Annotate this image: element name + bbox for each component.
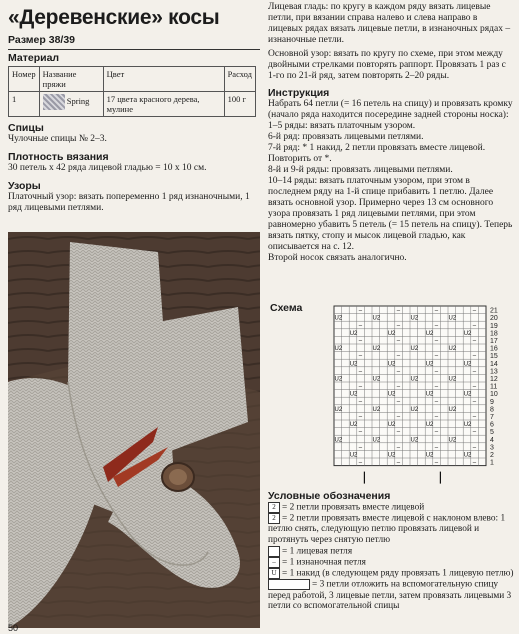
chart-cell-purl: – — [396, 353, 401, 360]
chart-cell-mark: U2 — [334, 376, 343, 383]
chart-cell-mark: U2 — [372, 315, 381, 322]
chart-cell-purl: – — [434, 460, 439, 467]
chart-cell-mark: U2 — [463, 391, 472, 398]
cell-amount: 100 г — [224, 92, 255, 117]
material-heading: Материал — [8, 52, 60, 64]
yarn-swatch-icon — [43, 94, 65, 110]
chart-cell-mark: U2 — [387, 422, 396, 429]
chart-cell-purl: – — [396, 429, 401, 436]
chart-cell-mark: U2 — [372, 346, 381, 353]
chart-cell-purl: – — [358, 353, 363, 360]
chart-cell-mark: U2 — [387, 330, 396, 337]
chart-cell-mark: U2 — [349, 361, 358, 368]
chart-cell-mark: U2 — [425, 391, 434, 398]
yarn-name: Spring — [66, 95, 90, 106]
chart-cell-purl: – — [472, 323, 477, 330]
gauge-heading: Плотность вязания — [8, 151, 109, 163]
chart-cell-purl: – — [396, 368, 401, 375]
instruction-line-6: 10–14 ряды: вязать платочным узором, при этом в последнем ряду на 1-й спице прибавить 1 петлю. Далее вязать основной узор. Примерно через 13 см основного узора провязать 1 ряд лицевыми петлями, при этом равномерно убавить 5 петель (= 15 петель на спицу). Теперь вязать пятку, стопу и мысок лицевой гладью, как описывается на с. 12. — [268, 176, 513, 252]
chart-cell-mark: U2 — [372, 437, 381, 444]
chart-cell-mark: U2 — [349, 391, 358, 398]
chart-cell-purl: – — [358, 368, 363, 375]
chart-cell-purl: – — [434, 323, 439, 330]
chart-cell-purl: – — [472, 353, 477, 360]
col-color-header: Цвет — [103, 67, 224, 92]
needles-heading: Спицы — [8, 122, 44, 134]
chart-cell-purl: – — [358, 399, 363, 406]
right-column — [268, 2, 514, 264]
chart-cell-purl: – — [472, 384, 477, 391]
chart-cell-mark: U2 — [410, 346, 419, 353]
chart-cell-mark: U2 — [334, 437, 343, 444]
chart-cell-mark: U2 — [448, 437, 457, 444]
chart-cell-mark: U2 — [387, 361, 396, 368]
chart-row-number: 13 — [490, 368, 498, 376]
chart-cell-purl: – — [358, 384, 363, 391]
chart-cell-mark: U2 — [410, 406, 419, 413]
chart-cell-purl: – — [472, 308, 477, 315]
chart-row-number: 19 — [490, 322, 498, 330]
chart-row-number: 6 — [490, 421, 494, 429]
instruction-line-2: 1–5 ряды: вязать платочным узором. — [268, 121, 416, 131]
chart-cell-mark: U2 — [334, 406, 343, 413]
chart-cell-purl: – — [358, 429, 363, 436]
socks-photo — [8, 232, 260, 628]
material-table — [8, 66, 256, 117]
chart-cell-purl: – — [434, 308, 439, 315]
chart-cell-purl: – — [472, 338, 477, 345]
chart-cell-purl: – — [434, 444, 439, 451]
chart-cell-purl: – — [358, 414, 363, 421]
cell-yarn — [39, 92, 103, 117]
chart-cell-mark: U2 — [349, 330, 358, 337]
knit-stitch-icon — [268, 546, 280, 557]
chart-cell-mark: U2 — [349, 422, 358, 429]
chart-cell-purl: – — [396, 399, 401, 406]
col-num-header: Номер — [9, 67, 40, 92]
chart-cell-purl: – — [396, 460, 401, 467]
chart-cell-purl: – — [472, 399, 477, 406]
chart-cell-mark: U2 — [387, 452, 396, 459]
chart-cell-mark: U2 — [410, 437, 419, 444]
chart-cell-purl: – — [434, 384, 439, 391]
scheme-block — [268, 298, 518, 488]
table-row — [9, 92, 256, 117]
legend-item: 2 = 2 петли провязать вместе лицевой с наклоном влево: 1 петлю снять, следующую петлю провязать лицевой и протянуть через снятую петлю — [268, 513, 506, 546]
patterns-heading: Узоры — [8, 180, 41, 192]
purl-stitch-icon: – — [268, 557, 280, 568]
chart-cell-mark: U2 — [372, 376, 381, 383]
chart-cell-purl: – — [434, 353, 439, 360]
divider — [8, 49, 260, 50]
legend-item: = 1 лицевая петля — [268, 546, 516, 557]
chart-cell-mark: U2 — [463, 361, 472, 368]
chart-cell-purl: – — [358, 308, 363, 315]
chart-cell-purl: – — [434, 368, 439, 375]
legend-item: – = 1 изнаночная петля — [268, 557, 516, 568]
instructions-heading: Инструкция — [268, 87, 330, 99]
chart-row-number: 9 — [490, 398, 494, 406]
chart-cell-purl: – — [472, 368, 477, 375]
chart-row-number: 1 — [490, 459, 494, 467]
chart-cell-purl: – — [396, 384, 401, 391]
chart-cell-mark: U2 — [425, 330, 434, 337]
legend-item: U = 1 накид (в следующем ряду провязать 1 лицевую петлю) — [268, 568, 516, 579]
chart-cell-purl: – — [396, 323, 401, 330]
chart-row-number: 18 — [490, 330, 498, 338]
chart-cell-mark: U2 — [463, 422, 472, 429]
chart-row-number: 10 — [490, 391, 498, 399]
left-column — [8, 6, 260, 214]
chart-row-number: 14 — [490, 360, 498, 368]
table-header-row — [9, 67, 256, 92]
col-yarn-header: Название пряжи — [39, 67, 103, 92]
chart-cell-mark: U2 — [425, 422, 434, 429]
chart-row-number: 15 — [490, 353, 498, 361]
page-number: 50 — [8, 623, 19, 633]
chart-cell-purl: – — [472, 414, 477, 421]
page-title: «Деревенские» косы — [8, 6, 220, 29]
socks-illustration — [8, 232, 260, 628]
ssk-icon: 2 — [268, 513, 280, 524]
gauge-text: 30 петель х 42 ряда лицевой гладью = 10 х 10 см. — [8, 163, 207, 173]
chart-cell-purl: – — [434, 338, 439, 345]
chart-row-number: 17 — [490, 338, 498, 345]
chart-cell-mark: U2 — [349, 452, 358, 459]
chart-row-number: 16 — [490, 345, 498, 353]
chart-cell-purl: – — [434, 429, 439, 436]
legend-item: 2 = 2 петли провязать вместе лицевой — [268, 502, 516, 513]
chart-cell-purl: – — [472, 460, 477, 467]
instruction-line-5: 8-й и 9-й ряды: провязать лицевыми петлями. — [268, 165, 453, 175]
chart-cell-mark: U2 — [425, 452, 434, 459]
instruction-line-7: Второй носок связать аналогично. — [268, 253, 407, 263]
chart-cell-mark: U2 — [425, 361, 434, 368]
chart-cell-purl: – — [358, 444, 363, 451]
legend-heading: Условные обозначения — [268, 490, 391, 502]
chart-cell-purl: – — [434, 399, 439, 406]
cable-cross-icon — [268, 579, 310, 590]
stockinette-text: Лицевая гладь: по кругу в каждом ряду вязать лицевые петли, при вязании справа налево и слева направо в лицевых рядах вязать лицевые петли, в изнаночных рядах – изнаночные петли. — [268, 2, 511, 45]
chart-cell-purl: – — [396, 414, 401, 421]
chart-row-number: 3 — [490, 444, 494, 452]
chart-cell-mark: U2 — [334, 315, 343, 322]
chart-cell-mark: U2 — [410, 376, 419, 383]
yarn-over-icon: U — [268, 568, 280, 579]
legend-block — [268, 490, 516, 612]
cell-color: 17 цвета красного дерева, мулине — [103, 92, 224, 117]
chart-row-number: 5 — [490, 429, 494, 437]
chart-cell-purl: – — [472, 444, 477, 451]
chart-row-number: 11 — [490, 383, 498, 391]
chart-cell-purl: – — [396, 444, 401, 451]
cell-num: 1 — [9, 92, 40, 117]
scheme-heading: Схема — [270, 302, 303, 314]
chart-cell-purl: – — [472, 429, 477, 436]
chart-cell-purl: – — [358, 323, 363, 330]
needles-text: Чулочные спицы № 2–3. — [8, 134, 107, 144]
chart-cell-mark: U2 — [448, 406, 457, 413]
chart-row-number: 21 — [490, 307, 498, 315]
knitting-chart — [268, 298, 518, 488]
chart-cell-mark: U2 — [463, 452, 472, 459]
chart-row-number: 2 — [490, 452, 494, 459]
legend-item: = 3 петли отложить на вспомогательную спицу перед работой, 3 лицевые петли, затем провязать лицевыми 3 петли со вспомогательной спицы — [268, 580, 512, 612]
chart-row-number: 20 — [490, 315, 498, 323]
chart-cell-mark: U2 — [410, 315, 419, 322]
chart-cell-purl: – — [396, 338, 401, 345]
main-pattern-text: Основной узор: вязать по кругу по схеме, при этом между двойными стрелками повторять раппорт. Провязать 1 раз с 1-го по 21-й ряд, затем повторять 2–20 ряды. — [268, 49, 506, 81]
chart-row-number: 12 — [490, 376, 498, 383]
chart-row-number: 7 — [490, 414, 494, 421]
patterns-text: Платочный узор: вязать попеременно 1 ряд изнаночными, 1 ряд лицевыми петлями. — [8, 192, 250, 213]
chart-cell-mark: U2 — [448, 346, 457, 353]
chart-cell-purl: – — [358, 338, 363, 345]
size-label: Размер 38/39 — [8, 34, 76, 46]
instruction-line-4: 7-й ряд: * 1 накид, 2 петли провязать вместе лицевой. Повторить от *. — [268, 143, 486, 164]
k2tog-icon: 2 — [268, 502, 280, 513]
chart-cell-mark: U2 — [334, 346, 343, 353]
chart-row-number: 4 — [490, 436, 494, 444]
chart-cell-mark: U2 — [448, 376, 457, 383]
instruction-line-1: Набрать 64 петли (= 16 петель на спицу) и провязать кромку (начало ряда находится посередине задней стороны носка): — [268, 99, 513, 120]
chart-row-number: 8 — [490, 406, 494, 414]
chart-cell-purl: – — [396, 308, 401, 315]
chart-cell-purl: – — [358, 460, 363, 467]
chart-cell-mark: U2 — [372, 406, 381, 413]
chart-cell-mark: U2 — [387, 391, 396, 398]
col-amount-header: Расход — [224, 67, 255, 92]
chart-cell-mark: U2 — [463, 330, 472, 337]
chart-cell-mark: U2 — [448, 315, 457, 322]
instruction-line-3: 6-й ряд: провязать лицевыми петлями. — [268, 132, 424, 142]
chart-cell-purl: – — [434, 414, 439, 421]
